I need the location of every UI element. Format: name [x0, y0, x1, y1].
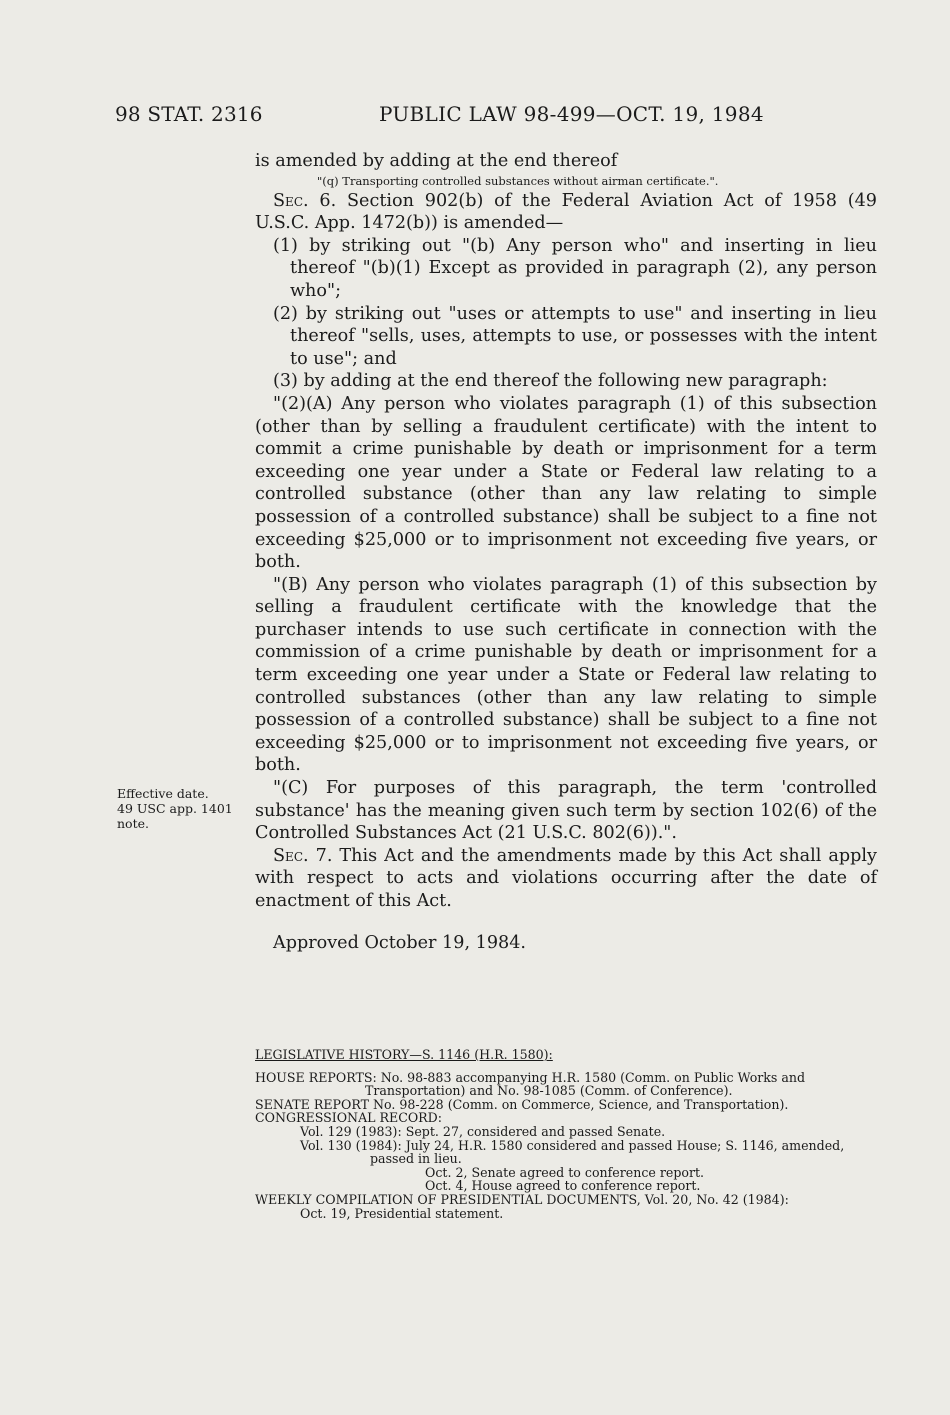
item-1: (1) by striking out "(b) Any person who" and inserting in lieu thereof "(b)(1) Except as provided in paragraph (2), any person who"; — [273, 235, 877, 301]
house-reports-continued: Transportation) and No. 98-1085 (Comm. of Conference). — [365, 1083, 733, 1099]
paragraph-b: "(B) Any person who violates paragraph (1) of this subsection by selling a fraudulent certificate with the knowledge that the purchaser intends to use such certificate in connection with the commission of a crime punishable by death or imprisonment for a term exceeding one year under a State or Federal law relating to controlled substances (other than any law relating to simple possession of a controlled substance) shall be subject to a fine not exceeding $25,000 or to imprisonment not exceeding five years, or both. — [255, 574, 877, 776]
section-6 — [255, 190, 877, 235]
amendment-heading: "(q) Transporting controlled substances without airman certificate.". — [317, 173, 719, 188]
item-2: (2) by striking out "uses or attempts to use" and inserting in lieu thereof "sells, uses, attempts to use, or possesses with the intent to use"; and — [273, 303, 877, 369]
weekly-compilation: WEEKLY COMPILATION OF PRESIDENTIAL DOCUMENTS, Vol. 20, No. 42 (1984): — [255, 1191, 789, 1207]
section-7-label: Sec. — [273, 845, 309, 866]
item-3: (3) by adding at the end thereof the following new paragraph: — [273, 371, 828, 392]
record-oct-2: Oct. 2, Senate agreed to conference report. — [425, 1164, 705, 1180]
legislative-history — [255, 1048, 877, 1220]
congressional-record: CONGRESSIONAL RECORD: — [255, 1110, 442, 1126]
record-vol-129: Vol. 129 (1983): Sept. 27, considered and passed Senate. — [300, 1123, 666, 1139]
record-vol-130: Vol. 130 (1984): July 24, H.R. 1580 considered and passed House; S. 1146, amended, passed in lieu. — [300, 1137, 845, 1167]
margin-note-usc: 49 USC app. 1401 — [117, 801, 233, 816]
section-6-text: 6. Section 902(b) of the Federal Aviation Act of 1958 (49 U.S.C. App. 1472(b)) is amended— — [255, 190, 877, 234]
record-oct-4: Oct. 4, House agreed to conference report. — [425, 1178, 701, 1194]
margin-note-note: note. — [117, 816, 149, 831]
section-7-text: 7. This Act and the amendments made by this Act shall apply with respect to acts and violations occurring after the date of enactment of this Act. — [255, 845, 877, 911]
margin-note — [117, 786, 247, 831]
section-6-label: Sec. — [273, 190, 309, 211]
legislative-history-title: LEGISLATIVE HISTORY—S. 1146 (H.R. 1580): — [255, 1047, 553, 1062]
main-text — [255, 150, 877, 954]
house-reports: HOUSE REPORTS: No. 98-883 accompanying H.R. 1580 (Comm. on Public Works and — [255, 1069, 806, 1085]
stat-page-number: 98 STAT. 2316 — [115, 102, 263, 126]
paragraph-c: "(C) For purposes of this paragraph, the term 'controlled substance' has the meaning given such term by section 102(6) of the Controlled Substances Act (21 U.S.C. 802(6)).". — [255, 778, 877, 844]
intro-line: is amended by adding at the end thereof — [255, 151, 618, 171]
paragraph-a: "(2)(A) Any person who violates paragraph (1) of this subsection (other than by selling a fraudulent certificate) with the intent to commit a crime punishable by death or imprisonment for a term exceeding one year under a State or Federal law relating to a controlled substance (other than any law relating to simple possession of a controlled substance) shall be subject to a fine not exceeding $25,000 or to imprisonment not exceeding five years, or both. — [255, 393, 877, 573]
approval-date: Approved October 19, 1984. — [273, 932, 526, 953]
margin-note-effective-date: Effective date. — [117, 786, 209, 801]
page-header — [115, 102, 875, 132]
section-7 — [255, 845, 877, 913]
weekly-compilation-date: Oct. 19, Presidential statement. — [300, 1205, 504, 1221]
senate-report: SENATE REPORT No. 98-228 (Comm. on Commerce, Science, and Transportation). — [255, 1096, 789, 1112]
public-law-title: PUBLIC LAW 98-499—OCT. 19, 1984 — [379, 102, 764, 126]
